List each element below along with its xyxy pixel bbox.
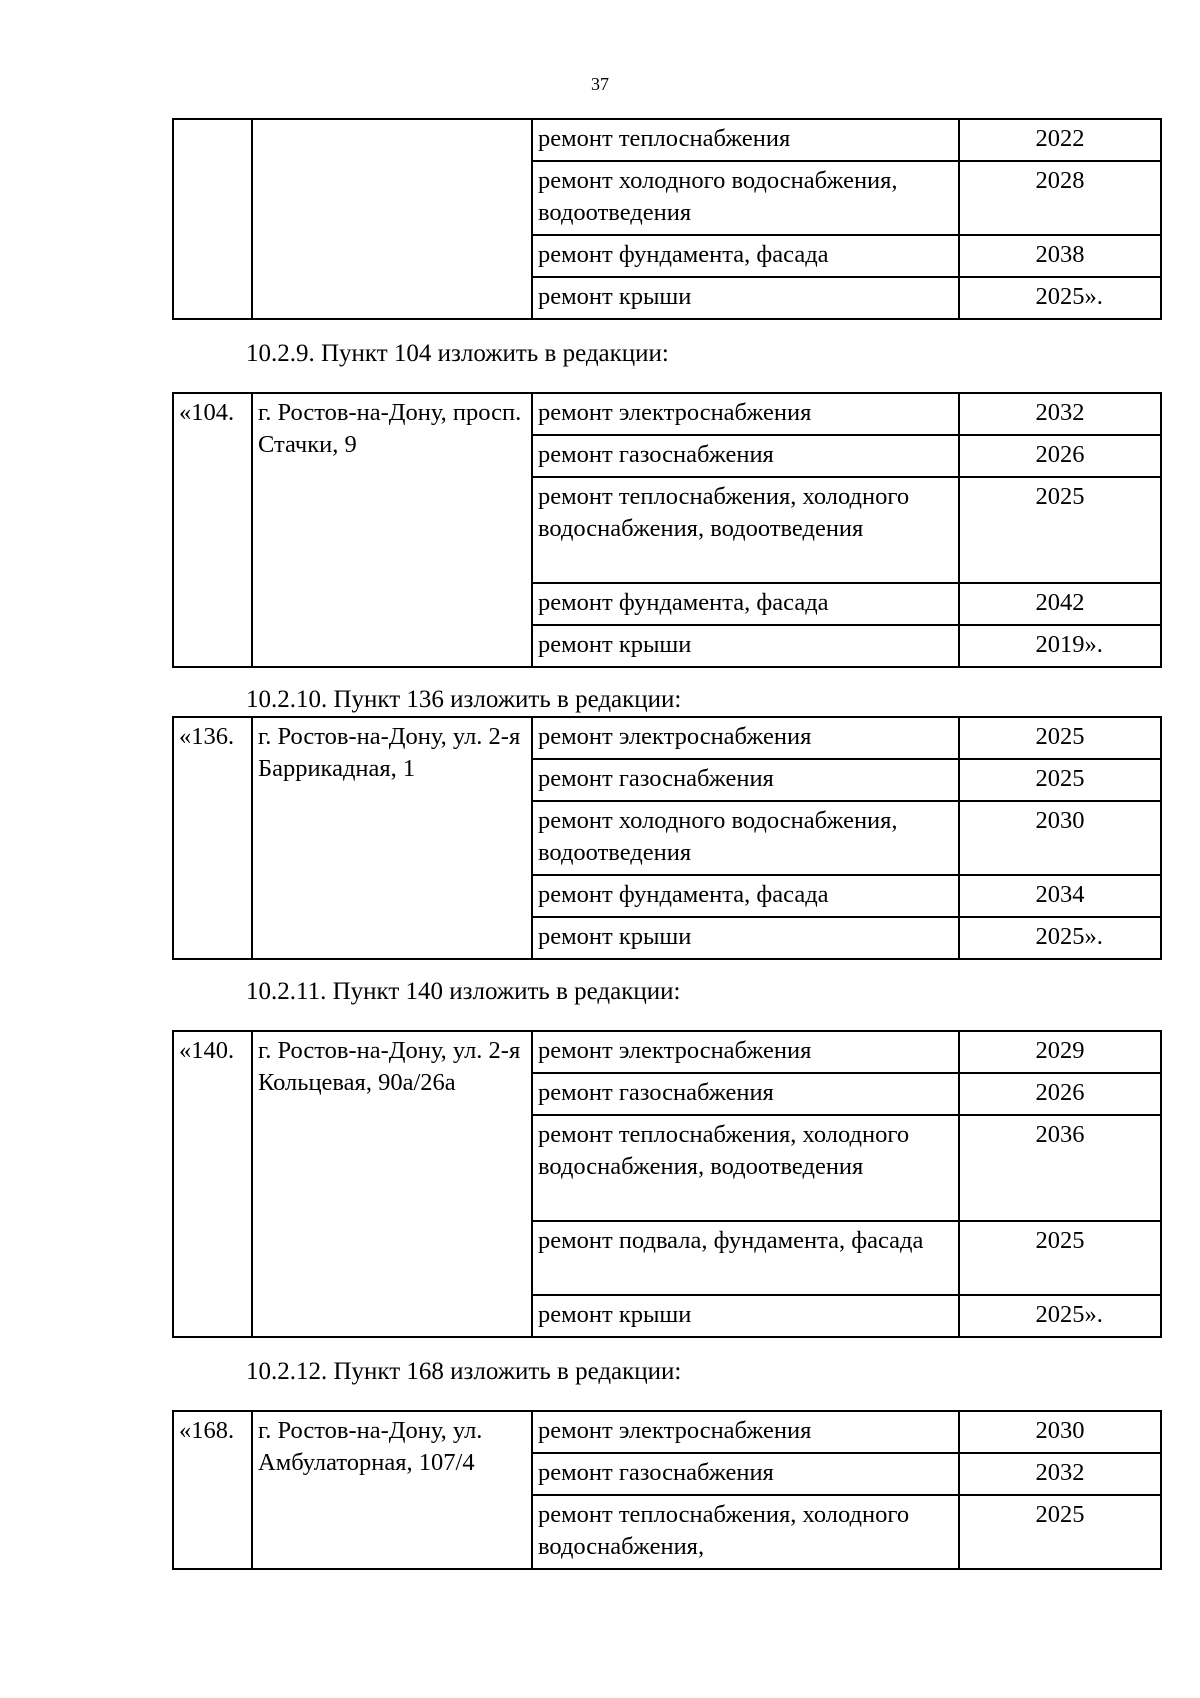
- item-168-table: [172, 1410, 1162, 1570]
- closing-quote: ».: [1084, 923, 1103, 950]
- closing-quote: ».: [1084, 283, 1103, 310]
- address-cell: г. Ростов-на-Дону, ул. 2-я Баррикадная, 1: [252, 717, 532, 959]
- year-value: 2030: [1035, 807, 1085, 834]
- work-cell: ремонт теплоснабжения, холодного водоснабжения, водоотведения: [532, 1115, 959, 1221]
- year-value: 2025: [1035, 723, 1085, 750]
- work-cell: ремонт фундамента, фасада: [532, 875, 959, 917]
- work-cell: ремонт газоснабжения: [532, 1453, 959, 1495]
- year-value: 2025: [1035, 1301, 1085, 1328]
- item-number-cell: «136.: [173, 717, 252, 959]
- year-value: 2025: [1035, 923, 1085, 950]
- work-cell: ремонт газоснабжения: [532, 759, 959, 801]
- year-value: 2042: [1035, 589, 1085, 616]
- address-cell: [252, 119, 532, 319]
- work-cell: ремонт теплоснабжения, холодного водоснабжения,: [532, 1495, 959, 1569]
- table-row: [173, 717, 1161, 759]
- work-cell: ремонт электроснабжения: [532, 393, 959, 435]
- year-value: 2038: [1035, 241, 1085, 268]
- section-heading: 10.2.11. Пункт 140 изложить в редакции:: [246, 978, 681, 1005]
- table-row: [173, 119, 1161, 161]
- year-cell: [959, 801, 1161, 875]
- year-cell: [959, 1221, 1161, 1295]
- year-value: 2025: [1035, 1501, 1085, 1528]
- work-cell: ремонт крыши: [532, 917, 959, 959]
- year-cell: [959, 235, 1161, 277]
- year-cell: [959, 1295, 1161, 1337]
- year-value: 2030: [1035, 1417, 1085, 1444]
- work-cell: ремонт фундамента, фасада: [532, 583, 959, 625]
- year-value: 2034: [1035, 881, 1085, 908]
- item-number-cell: [173, 119, 252, 319]
- work-cell: ремонт холодного водоснабжения, водоотведения: [532, 801, 959, 875]
- closing-quote: ».: [1084, 1301, 1103, 1328]
- year-cell: [959, 717, 1161, 759]
- year-value: 2029: [1035, 1037, 1085, 1064]
- work-cell: ремонт фундамента, фасада: [532, 235, 959, 277]
- address-cell: г. Ростов-на-Дону, просп. Стачки, 9: [252, 393, 532, 667]
- year-value: 2026: [1035, 441, 1085, 468]
- year-cell: [959, 1073, 1161, 1115]
- work-cell: ремонт теплоснабжения: [532, 119, 959, 161]
- section-heading: 10.2.10. Пункт 136 изложить в редакции:: [246, 686, 682, 713]
- page-number: 37: [591, 74, 609, 94]
- year-value: 2026: [1035, 1079, 1085, 1106]
- year-cell: [959, 1453, 1161, 1495]
- year-cell: [959, 477, 1161, 583]
- item-136-table: [172, 716, 1162, 960]
- item-number-cell: «104.: [173, 393, 252, 667]
- section-heading: 10.2.12. Пункт 168 изложить в редакции:: [246, 1358, 682, 1385]
- year-cell: [959, 277, 1161, 319]
- year-cell: [959, 1031, 1161, 1073]
- year-cell: [959, 875, 1161, 917]
- section-heading: 10.2.9. Пункт 104 изложить в редакции:: [246, 340, 669, 367]
- item-104-table: [172, 392, 1162, 668]
- year-value: 2032: [1035, 399, 1085, 426]
- year-value: 2036: [1035, 1121, 1085, 1148]
- address-cell: г. Ростов-на-Дону, ул. 2-я Кольцевая, 90а/26а: [252, 1031, 532, 1337]
- table-row: [173, 1411, 1161, 1453]
- year-cell: [959, 435, 1161, 477]
- work-cell: ремонт электроснабжения: [532, 1411, 959, 1453]
- work-cell: ремонт газоснабжения: [532, 1073, 959, 1115]
- year-cell: [959, 1411, 1161, 1453]
- year-value: 2025: [1035, 283, 1085, 310]
- work-cell: ремонт крыши: [532, 277, 959, 319]
- year-cell: [959, 1495, 1161, 1569]
- work-cell: ремонт электроснабжения: [532, 717, 959, 759]
- year-value: 2019: [1035, 631, 1085, 658]
- work-cell: ремонт холодного водоснабжения, водоотведения: [532, 161, 959, 235]
- year-cell: [959, 583, 1161, 625]
- address-cell: г. Ростов-на-Дону, ул. Амбулаторная, 107/4: [252, 1411, 532, 1569]
- year-value: 2022: [1035, 125, 1085, 152]
- year-cell: [959, 917, 1161, 959]
- year-value: 2025: [1035, 1227, 1085, 1254]
- year-value: 2025: [1035, 765, 1085, 792]
- year-value: 2032: [1035, 1459, 1085, 1486]
- year-cell: [959, 393, 1161, 435]
- year-cell: [959, 625, 1161, 667]
- year-cell: [959, 759, 1161, 801]
- work-cell: ремонт теплоснабжения, холодного водоснабжения, водоотведения: [532, 477, 959, 583]
- work-cell: ремонт газоснабжения: [532, 435, 959, 477]
- closing-quote: ».: [1084, 631, 1103, 658]
- work-cell: ремонт подвала, фундамента, фасада: [532, 1221, 959, 1295]
- year-cell: [959, 1115, 1161, 1221]
- table-row: [173, 1031, 1161, 1073]
- item-number-cell: «140.: [173, 1031, 252, 1337]
- table-row: [173, 393, 1161, 435]
- year-value: 2028: [1035, 167, 1085, 194]
- year-cell: [959, 119, 1161, 161]
- work-cell: ремонт крыши: [532, 1295, 959, 1337]
- item-140-table: [172, 1030, 1162, 1338]
- continuation-table: [172, 118, 1162, 320]
- item-number-cell: «168.: [173, 1411, 252, 1569]
- work-cell: ремонт крыши: [532, 625, 959, 667]
- year-value: 2025: [1035, 483, 1085, 510]
- year-cell: [959, 161, 1161, 235]
- work-cell: ремонт электроснабжения: [532, 1031, 959, 1073]
